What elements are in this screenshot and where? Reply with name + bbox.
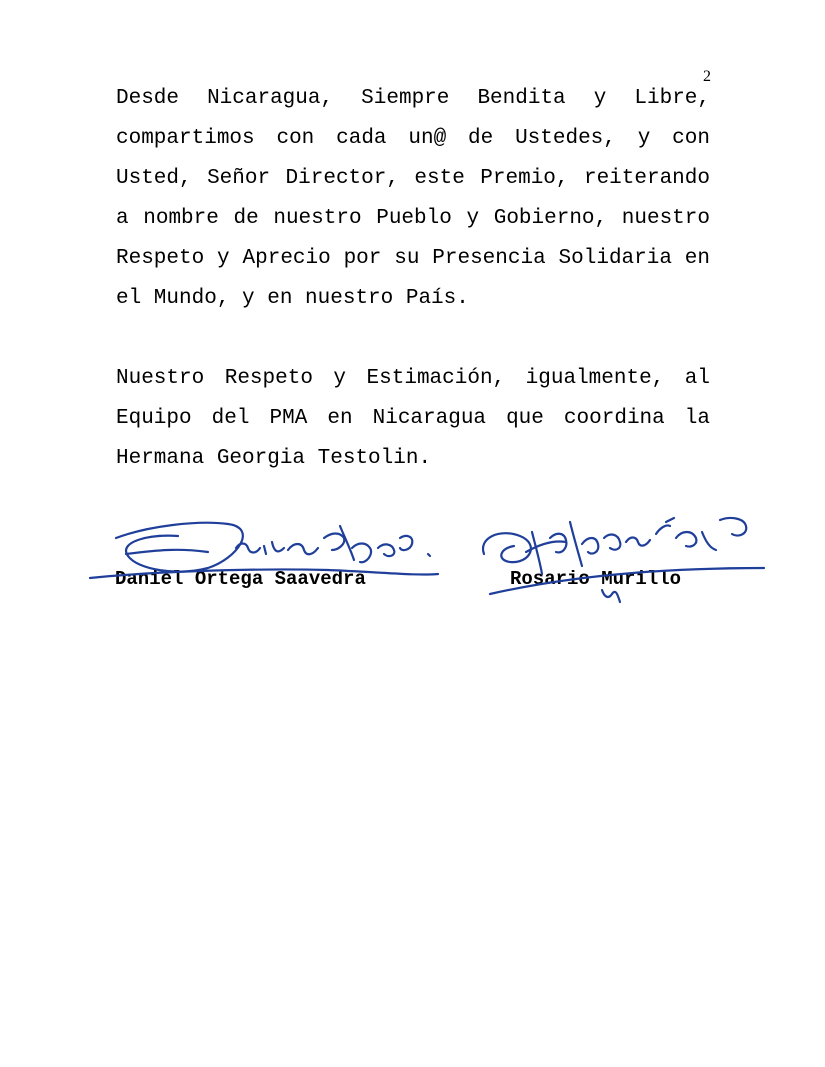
body-paragraph-2: Nuestro Respeto y Estimación, igualmente, al Equipo del PMA en Nicaragua que coordina la Hermana Georgia Testolin. [116,367,710,470]
signature-block-rosario-murillo [470,508,770,608]
body-paragraph-1: Desde Nicaragua, Siempre Bendita y Libre, compartimos con cada un@ de Ustedes, y con Usted, Señor Director, este Premio, reiterando a nombre de nuestro Pueblo y Gobierno, nuestro Respeto y Aprecio por su Presencia Solidaria en el Mundo, y en nuestro País. [116,87,710,310]
handwritten-signature-rosario-murillo [470,508,770,608]
handwritten-signature-daniel-ortega [88,508,448,608]
signature-block-daniel-ortega [88,508,448,608]
signatory-name-rosario-murillo: Rosario Murillo [510,568,682,590]
signatory-name-daniel-ortega: Daniel Ortega Saavedra [115,568,366,590]
page-number: 2 [703,68,711,85]
